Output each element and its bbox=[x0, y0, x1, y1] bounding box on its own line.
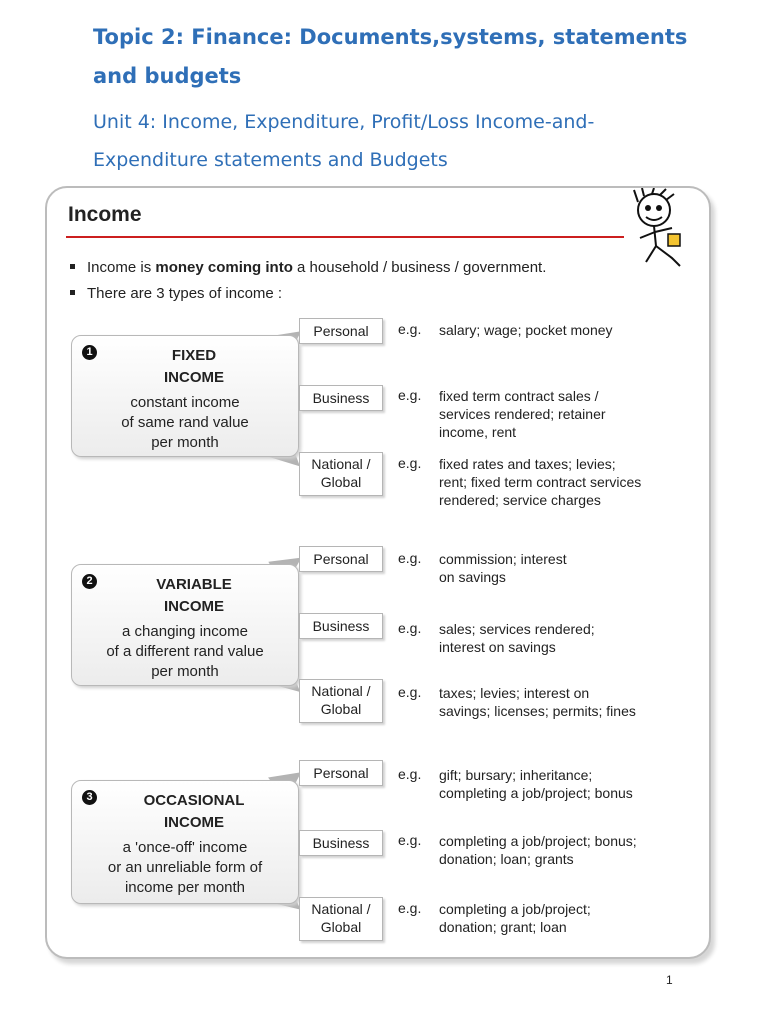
category-box-business: Business bbox=[299, 385, 383, 411]
example-line: completing a job/project; bbox=[439, 901, 591, 917]
category-label-line: National / bbox=[311, 901, 371, 917]
eg-label: e.g. bbox=[398, 766, 422, 782]
examples bbox=[439, 832, 709, 868]
desc-line: per month bbox=[151, 663, 219, 680]
card-title: Income bbox=[68, 203, 142, 226]
example-line: rendered; service charges bbox=[439, 492, 601, 508]
example-line: rent; fixed term contract services bbox=[439, 474, 642, 490]
example-line: on savings bbox=[439, 569, 506, 585]
category-box-business: Business bbox=[299, 830, 383, 856]
type-box-occasional bbox=[71, 780, 299, 904]
type-name-line: INCOME bbox=[164, 598, 224, 615]
type-box-fixed bbox=[71, 335, 299, 457]
category-box-personal: Personal bbox=[299, 760, 383, 786]
unit-line-1: Unit 4: Income, Expenditure, Profit/Loss Income-and- bbox=[93, 111, 595, 133]
example-line: fixed term contract sales / bbox=[439, 388, 599, 404]
type-description bbox=[72, 393, 298, 453]
category-label-line: National / bbox=[311, 683, 371, 699]
eg-label: e.g. bbox=[398, 550, 422, 566]
type-description bbox=[72, 838, 298, 898]
number-badge: 1 bbox=[82, 345, 97, 360]
category-box-national-global bbox=[299, 452, 383, 496]
examples bbox=[439, 387, 709, 441]
desc-line: income per month bbox=[124, 879, 246, 896]
category-box-business: Business bbox=[299, 613, 383, 639]
type-name-line: VARIABLE bbox=[156, 576, 232, 593]
category-box-personal: Personal bbox=[299, 546, 383, 572]
desc-line: of a different rand value bbox=[106, 643, 264, 660]
desc-line: constant income bbox=[130, 394, 240, 411]
type-box-variable bbox=[71, 564, 299, 686]
type-name bbox=[72, 345, 298, 389]
bullet-text: a household / business / government. bbox=[292, 259, 547, 276]
category-label-line: Global bbox=[320, 474, 362, 490]
examples bbox=[439, 766, 709, 802]
example-line: sales; services rendered; bbox=[439, 621, 595, 637]
type-name-line: FIXED bbox=[171, 347, 217, 364]
example-line: services rendered; retainer bbox=[439, 406, 606, 422]
examples bbox=[439, 321, 709, 339]
type-name-line: OCCASIONAL bbox=[143, 792, 245, 809]
category-label-line: Global bbox=[320, 701, 362, 717]
example-line: donation; grant; loan bbox=[439, 919, 567, 935]
eg-label: e.g. bbox=[398, 832, 422, 848]
example-line: salary; wage; pocket money bbox=[439, 322, 613, 338]
examples bbox=[439, 900, 709, 936]
eg-label: e.g. bbox=[398, 387, 422, 403]
bullet-text: There are 3 types of income : bbox=[87, 285, 283, 302]
example-line: completing a job/project; bonus; bbox=[439, 833, 637, 849]
unit-line-2: Expenditure statements and Budgets bbox=[93, 149, 448, 171]
example-line: interest on savings bbox=[439, 639, 556, 655]
example-line: savings; licenses; permits; fines bbox=[439, 703, 636, 719]
example-line: taxes; levies; interest on bbox=[439, 685, 590, 701]
desc-line: or an unreliable form of bbox=[107, 859, 263, 876]
example-line: income, rent bbox=[439, 424, 517, 440]
number-badge: 3 bbox=[82, 790, 97, 805]
category-label-line: National / bbox=[311, 456, 371, 472]
desc-line: a 'once-off' income bbox=[122, 839, 248, 856]
bullet-bold-text: money coming into bbox=[155, 259, 293, 276]
category-box-personal: Personal bbox=[299, 318, 383, 344]
eg-label: e.g. bbox=[398, 455, 422, 471]
desc-line: a changing income bbox=[122, 623, 248, 640]
number-badge: 2 bbox=[82, 574, 97, 589]
example-line: completing a job/project; bonus bbox=[439, 785, 633, 801]
example-line: fixed rates and taxes; levies; bbox=[439, 456, 616, 472]
examples bbox=[439, 455, 709, 509]
examples bbox=[439, 620, 709, 656]
eg-label: e.g. bbox=[398, 321, 422, 337]
type-name bbox=[72, 790, 298, 834]
type-description bbox=[72, 622, 298, 682]
desc-line: per month bbox=[151, 434, 219, 451]
topic-line-1: Topic 2: Finance: Documents,systems, statements bbox=[93, 25, 688, 49]
example-line: donation; loan; grants bbox=[439, 851, 574, 867]
example-line: commission; interest bbox=[439, 551, 567, 567]
type-name-line: INCOME bbox=[164, 814, 224, 831]
category-box-national-global bbox=[299, 679, 383, 723]
bullet-text: Income is bbox=[87, 259, 156, 276]
eg-label: e.g. bbox=[398, 684, 422, 700]
desc-line: of same rand value bbox=[121, 414, 249, 431]
eg-label: e.g. bbox=[398, 620, 422, 636]
examples bbox=[439, 684, 709, 720]
page-number: 1 bbox=[666, 973, 673, 987]
examples bbox=[439, 550, 709, 586]
eg-label: e.g. bbox=[398, 900, 422, 916]
category-label-line: Global bbox=[320, 919, 362, 935]
type-name bbox=[72, 574, 298, 618]
example-line: gift; bursary; inheritance; bbox=[439, 767, 593, 783]
topic-line-2: and budgets bbox=[93, 64, 242, 88]
category-box-national-global bbox=[299, 897, 383, 941]
type-name-line: INCOME bbox=[164, 369, 224, 386]
